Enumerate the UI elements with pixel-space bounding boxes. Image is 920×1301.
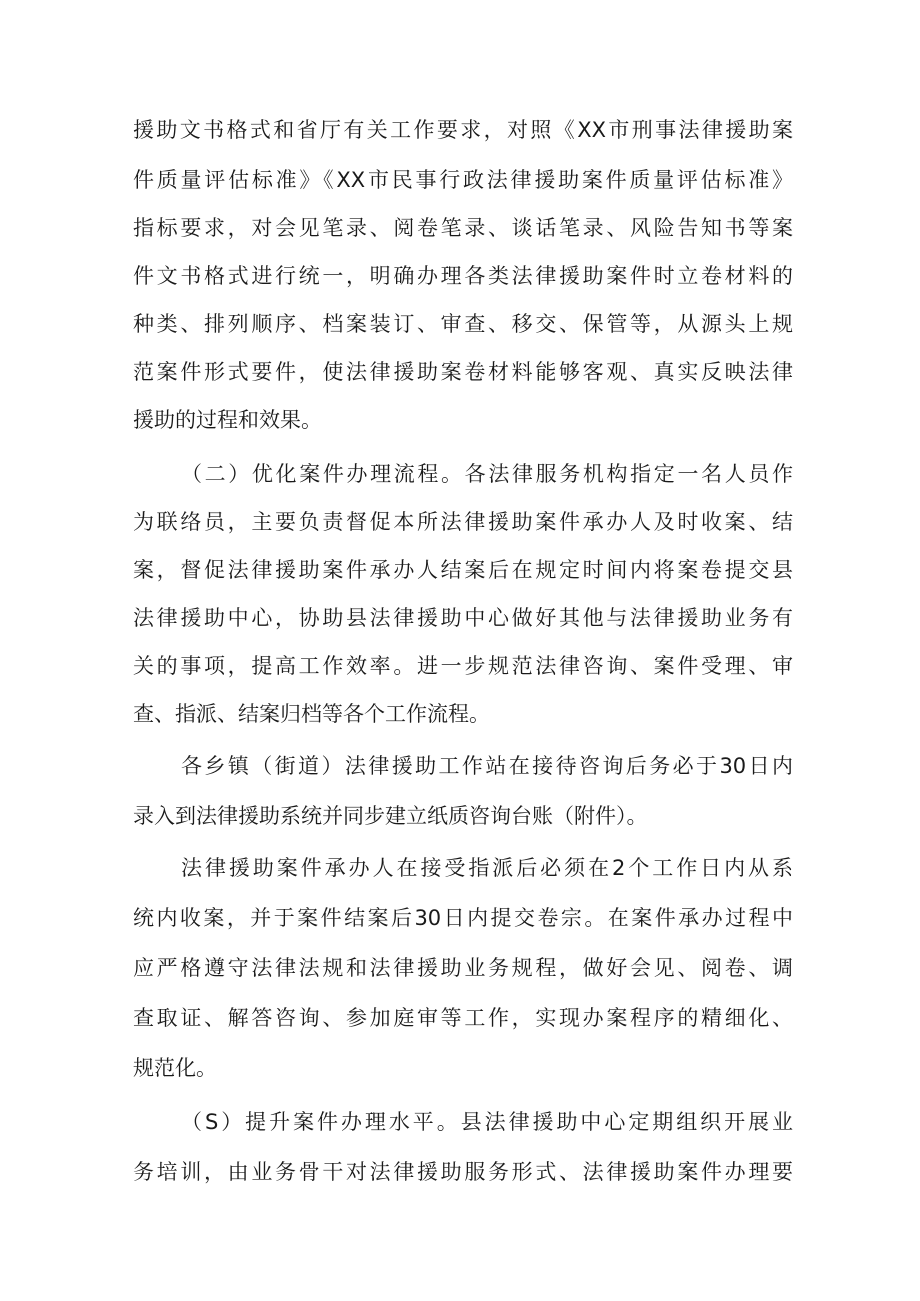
- paragraph-first-line: 各乡镇（街道）法律援助工作站在接待咨询后务必于30日内: [181, 754, 793, 778]
- text-line: 查、指派、结案归档等各个工作流程。: [133, 702, 490, 726]
- paragraph-first-line: 法律援助案件承办人在接受指派后必须在2个工作日内从系: [181, 856, 793, 880]
- text-line: 援助的过程和效果。: [133, 408, 322, 432]
- text-line: 统内收案，并于案件结案后30日内提交卷宗。在案件承办过程中: [133, 906, 793, 930]
- text-line: 务培训，由业务骨干对法律援助服务形式、法律援助案件办理要: [133, 1160, 793, 1184]
- paragraph-heading-line: （S）提升案件办理水平。县法律援助中心定期组织开展业: [181, 1110, 793, 1134]
- text-line: 件质量评估标准》《XX市民事行政法律援助案件质量评估标准》: [133, 168, 793, 192]
- text-line: 案，督促法律援助案件承办人结案后在规定时间内将案卷提交县: [133, 558, 793, 582]
- paragraph-heading-line: （二）优化案件办理流程。各法律服务机构指定一名人员作: [181, 462, 793, 486]
- text-line: 录入到法律援助系统并同步建立纸质咨询台账（附件）。: [133, 804, 648, 828]
- text-line: 为联络员，主要负责督促本所法律援助案件承办人及时收案、结: [133, 510, 793, 534]
- text-line: 应严格遵守法律法规和法律援助业务规程，做好会见、阅卷、调: [133, 956, 793, 980]
- text-line: 法律援助中心，协助县法律援助中心做好其他与法律援助业务有: [133, 606, 793, 630]
- text-line: 关的事项，提高工作效率。进一步规范法律咨询、案件受理、审: [133, 654, 793, 678]
- text-line: 件文书格式进行统一，明确办理各类法律援助案件时立卷材料的: [133, 264, 793, 288]
- text-line: 范案件形式要件，使法律援助案卷材料能够客观、真实反映法律: [133, 360, 793, 384]
- text-line: 查取证、解答咨询、参加庭审等工作，实现办案程序的精细化、: [133, 1006, 793, 1030]
- text-line: 规范化。: [133, 1056, 217, 1080]
- text-line: 援助文书格式和省厅有关工作要求，对照《XX市刑事法律援助案: [133, 118, 793, 142]
- text-line: 种类、排列顺序、档案装订、审查、移交、保管等，从源头上规: [133, 312, 793, 336]
- text-line: 指标要求，对会见笔录、阅卷笔录、谈话笔录、风险告知书等案: [133, 216, 793, 240]
